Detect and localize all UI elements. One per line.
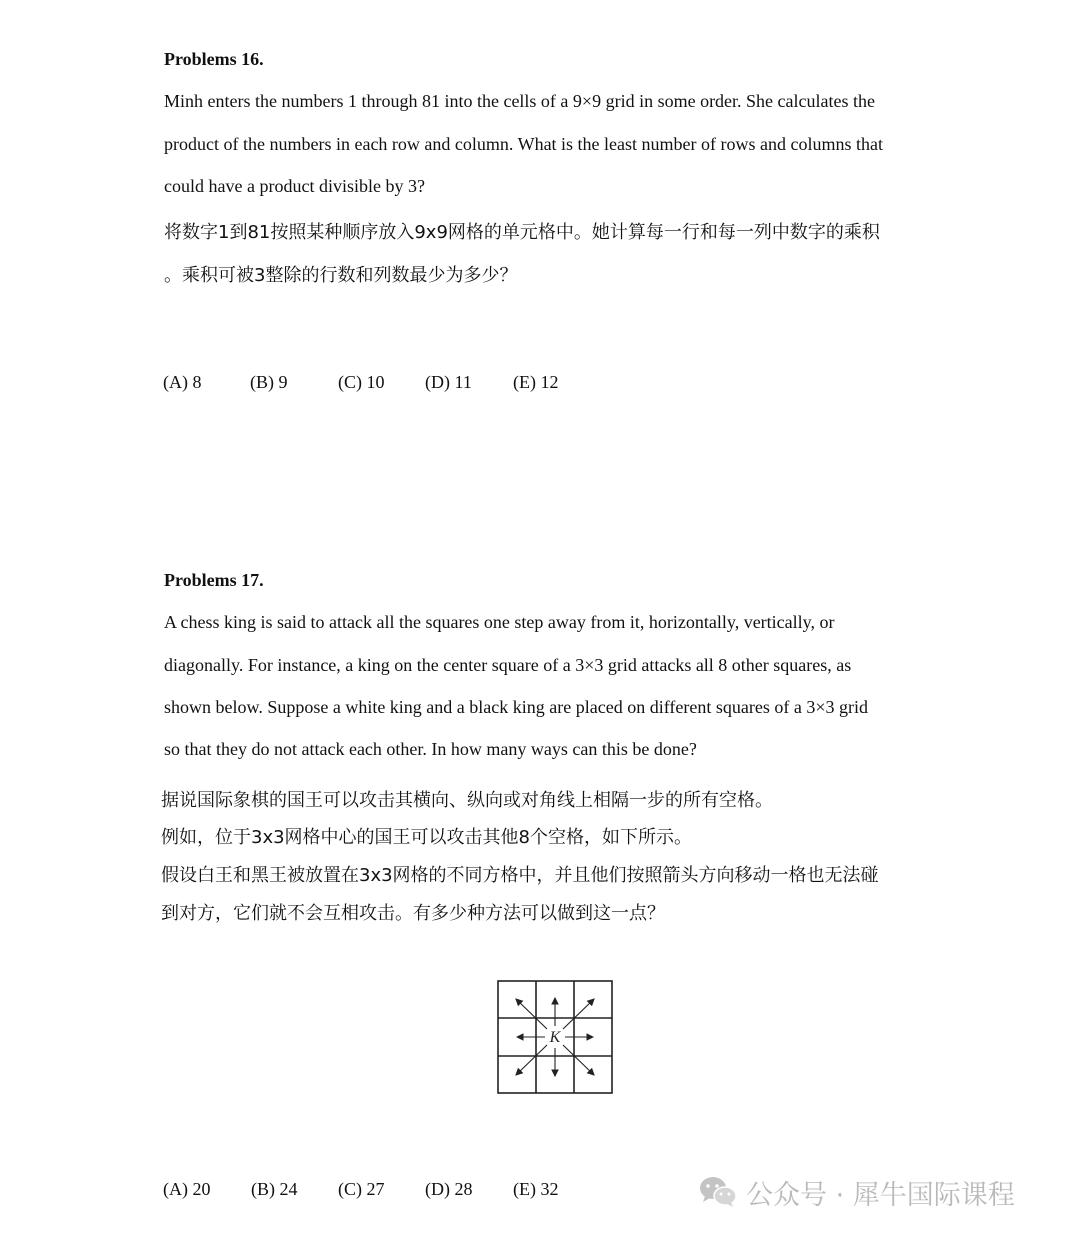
problem-16-choice-e: (E) 12 [513,372,559,392]
arrow-up-right-icon [563,999,594,1029]
problem-16-choice-b: (B) 9 [250,372,288,392]
arrow-down-left-icon [516,1045,547,1075]
wechat-icon [698,1175,738,1209]
arrow-down-right-icon [563,1045,594,1075]
problem-16-text-line-2: product of the numbers in each row and column. What is the least number of rows and columns that [164,134,883,154]
problem-17-cn-line-4: 到对方，它们就不会互相攻击。有多少种方法可以做到这一点？ [161,903,665,924]
king-label: K [549,1029,561,1046]
problem-16-text-line-3: could have a product divisible by 3? [164,176,425,196]
problem-17-choice-d: (D) 28 [425,1179,473,1199]
watermark-text: 公众号 · 犀牛国际课程 [746,1179,1015,1211]
arrow-up-left-icon [516,999,547,1029]
problem-17-cn-line-1: 据说国际象棋的国王可以攻击其横向、纵向或对角线上相隔一步的所有空格。 [161,790,773,811]
problem-16-heading: Problems 16. [164,49,264,69]
problem-17-text-line-3: shown below. Suppose a white king and a black king are placed on different squares of a 3×3 grid [164,697,868,717]
problem-16-text-line-1: Minh enters the numbers 1 through 81 into the cells of a 9×9 grid in some order. She calculates the [164,91,875,111]
problem-17-heading: Problems 17. [164,570,264,590]
problem-17-choice-e: (E) 32 [513,1179,559,1199]
problem-16-cn-line-1: 将数字1到81按照某种顺序放入9x9网格的单元格中。她计算每一行和每一列中数字的乘积 [164,222,880,243]
problem-16-cn-line-2: 。乘积可被3整除的行数和列数最少为多少？ [164,265,518,286]
problem-17-text-line-1: A chess king is said to attack all the squares one step away from it, horizontally, vertically, or [164,612,835,632]
problem-16-choice-c: (C) 10 [338,372,385,392]
problem-17-choice-c: (C) 27 [338,1179,385,1199]
problem-17-cn-line-2: 例如，位于3x3网格中心的国王可以攻击其他8个空格，如下所示。 [161,827,693,848]
king-attack-grid-figure [497,980,613,1094]
problem-16-choice-d: (D) 11 [425,372,472,392]
problem-17-choice-b: (B) 24 [251,1179,298,1199]
problem-17-text-line-4: so that they do not attack each other. In how many ways can this be done? [164,739,697,759]
problem-17-choice-a: (A) 20 [163,1179,211,1199]
problem-17-cn-line-3: 假设白王和黑王被放置在3x3网格的不同方格中，并且他们按照箭头方向移动一格也无法碰 [161,865,879,886]
problem-16-choice-a: (A) 8 [163,372,202,392]
problem-17-text-line-2: diagonally. For instance, a king on the center square of a 3×3 grid attacks all 8 other squares, as [164,655,852,675]
grid-svg [497,980,613,1094]
watermark [698,1172,1058,1212]
